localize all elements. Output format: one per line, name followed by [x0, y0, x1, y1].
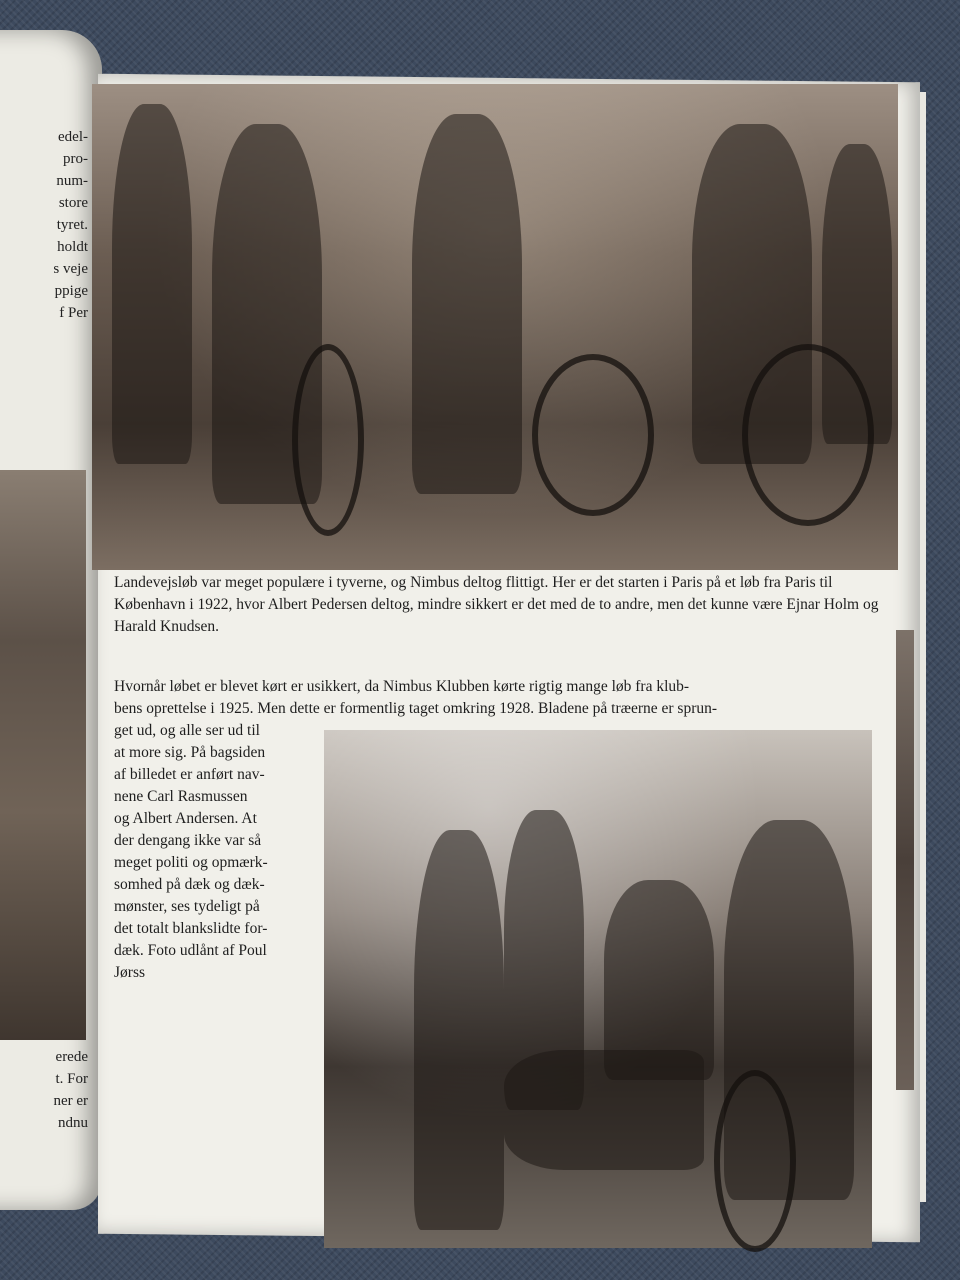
left-line: holdt: [57, 239, 88, 255]
side-line: nene Carl Rasmussen: [114, 788, 248, 805]
body-paragraph: [114, 676, 824, 720]
left-page-text-top: [53, 126, 88, 324]
left-page-photo: [0, 470, 86, 1040]
side-line: Jørss: [114, 964, 146, 981]
left-line: ner er: [53, 1093, 88, 1109]
body-line: Hvornår løbet er blevet kørt er usikkert, da Nimbus Klubben kørte rigtig mange løb fra klub-: [114, 678, 690, 695]
left-line: pro-: [63, 151, 88, 167]
photo-caption: Landevejsløb var meget populære i tyverne, og Nimbus deltog flittigt. Her er det starten i Paris på et løb fra Paris til København i 1922, hvor Albert Pedersen deltog, mindre sikkert er det med de to andre, men det kunne være Ejnar Holm og Harald Knudsen.: [114, 574, 879, 635]
photo-motorcyclists-paris: [92, 84, 898, 570]
side-line: dæk. Foto udlånt af Poul: [114, 942, 267, 959]
left-page-text-bottom: [53, 1046, 88, 1134]
side-line: af billedet er anført nav-: [114, 766, 265, 783]
left-line: num-: [56, 173, 88, 189]
side-line: mønster, ses tydeligt på: [114, 898, 260, 915]
body-line: bens oprettelse i 1925. Men dette er formentlig taget omkring 1928. Bladene på træerne er sprun-: [114, 700, 718, 717]
left-line: s veje: [53, 261, 88, 277]
left-line: edel-: [58, 129, 88, 145]
adjacent-photo-edge: [896, 630, 914, 1090]
side-line: get ud, og alle ser ud til: [114, 722, 260, 739]
left-line: erede: [55, 1049, 88, 1065]
photo-sidecar-group: [324, 730, 872, 1248]
side-line: der dengang ikke var så: [114, 832, 262, 849]
left-page: [0, 30, 102, 1210]
left-line: tyret.: [56, 217, 88, 233]
side-line: at more sig. På bagsiden: [114, 744, 266, 761]
side-line: meget politi og opmærk-: [114, 854, 268, 871]
side-line: det totalt blankslidte for-: [114, 920, 268, 937]
side-line: og Albert Andersen. At: [114, 810, 257, 827]
left-line: ndnu: [58, 1115, 88, 1131]
side-caption: [114, 720, 314, 984]
left-line: t. For: [55, 1071, 88, 1087]
side-line: somhed på dæk og dæk-: [114, 876, 265, 893]
left-line: ppige: [54, 283, 88, 299]
left-line: f Per: [59, 305, 88, 321]
left-line: store: [58, 195, 88, 211]
